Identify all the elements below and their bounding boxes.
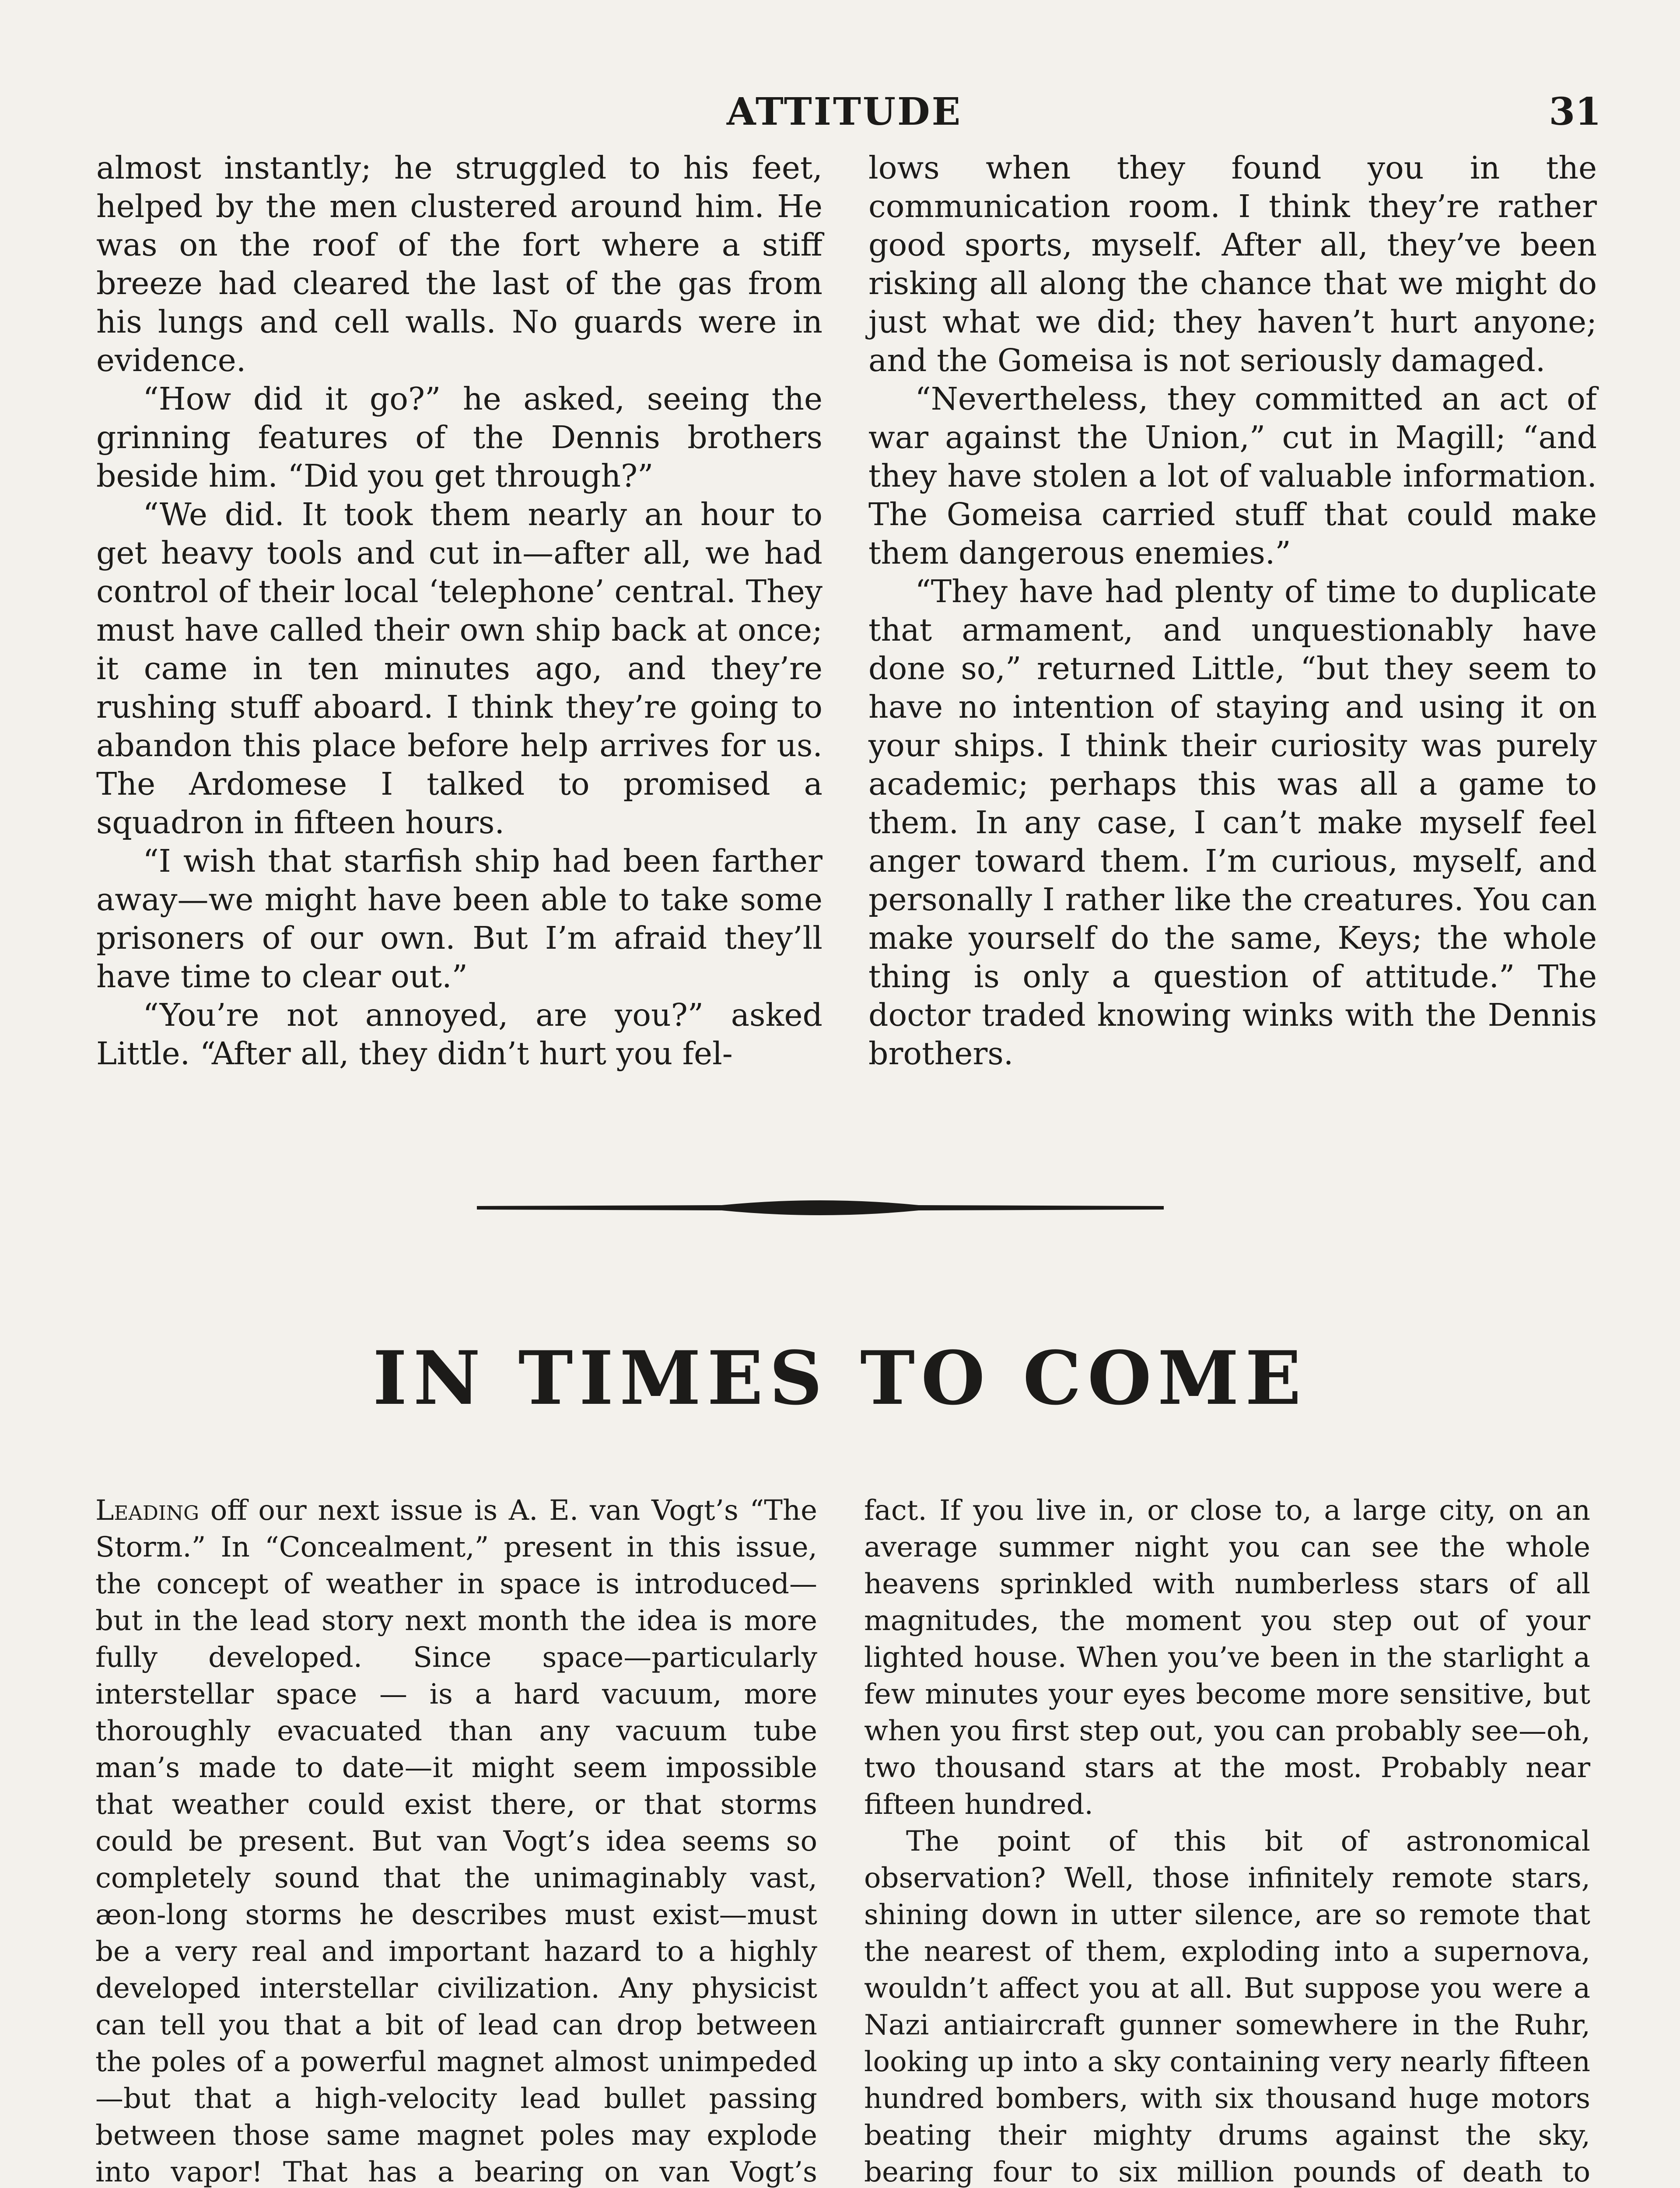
editorial-paragraph: fact. If you live in, or close to, a large city, on an average summer night you can see the whole heavens sprinkled with numberless stars of all magnitudes, the moment you step out of your lighted house. When you’ve been in the starlight a few minutes your eyes become more sensitive, but when you first step out, you can probably see—oh, two thousand stars at the most. Probably near fifteen hundred. [864, 1494, 1590, 1821]
story-column-right [868, 149, 1597, 1073]
editorial-column-left [95, 1492, 817, 2188]
story-paragraph: “They have had plenty of time to duplicate that armament, and unquestionably have done so,” returned Little, “but they seem to have no intention of staying and using it on your ships. I think their curiosity was purely academic; perhaps this was all a game to them. In any case, I can’t make myself feel anger toward them. I’m curious, myself, and personally I rather like the creatures. You can make yourself do the same, Keys; the whole thing is only a question of attitude.” The doctor traded knowing winks with the Dennis brothers. [868, 573, 1597, 1072]
story-column-left [96, 149, 822, 1073]
running-title: ATTITUDE [726, 90, 962, 134]
editorial-paragraph [95, 1492, 817, 2188]
story-paragraph: lows when they found you in the communication room. I think they’re rather good sports, myself. After all, they’ve been risking all along the chance that we might do just what we did; they haven’t hurt anyone; and the Gomeisa is not seriously damaged. [868, 150, 1597, 379]
story-paragraph: “We did. It took them nearly an hour to get heavy tools and cut in—after all, we had control of their local ‘telephone’ central. They must have called their own ship back at once; it came in ten minutes ago, and they’re rushing stuff aboard. I think they’re going to abandon this place before help arrives for us. The Ardomese I talked to promised a squadron in fifteen hours. [96, 496, 822, 841]
story-paragraph: almost instantly; he struggled to his feet, helped by the men clustered around him. He was on the roof of the fort where a stiff breeze had cleared the last of the gas from his lungs and cell walls. No guards were in evidence. [96, 150, 822, 379]
lead-paragraph-text: off our next issue is A. E. van Vogt’s “The Storm.” In “Concealment,” present in this issue, the concept of weather in space is introduced—but in the lead story next month the idea is more fully developed. Since space—particularly interstellar space — is a hard vacuum, more thoroughly evacuated than any vacuum tube man’s made to date—it might seem impossible that weather could exist there, or that storms could be present. But van Vogt’s idea seems so completely sound that the unimaginably vast, æon-long storms he describes must exist—must be a very real and important hazard to a highly developed interstellar civilization. Any physicist can tell you that a bit of lead can drop between the poles of a powerful magnet almost unimpeded—but that a high-velocity lead bullet passing between those same magnet poles may explode into vapor! That has a bearing on van Vogt’s [95, 1494, 817, 2188]
story-paragraph: “Nevertheless, they committed an act of war against the Union,” cut in Magill; “and they have stolen a lot of valuable information. The Gomeisa carried stuff that could make them dangerous enemies.” [868, 381, 1597, 571]
lead-word: Leading [95, 1494, 200, 1527]
editorial-column-right [864, 1492, 1590, 2188]
editorial-paragraph: The point of this bit of astronomical observation? Well, those infinitely remote stars, shining down in utter silence, are so remote that the nearest of them, exploding into a supernova, wouldn’t affect you at all. But suppose you were a Nazi antiaircraft gunner somewhere in the Ruhr, looking up into a sky containing very nearly fifteen hundred bombers, with six thousand huge motors beating their mighty drums against the sky, bearing four to six million pounds of death to [864, 1825, 1590, 2188]
story-paragraph: “I wish that starfish ship had been farther away—we might have been able to take some prisoners of our own. But I’m afraid they’ll have time to clear out.” [96, 843, 822, 995]
story-paragraph: “You’re not annoyed, are you?” asked Little. “After all, they didn’t hurt you fel- [96, 997, 822, 1072]
page-header [88, 90, 1601, 133]
page-number: 31 [1549, 90, 1601, 134]
section-title: IN TIMES TO COME [373, 1335, 1307, 1421]
section-divider-ornament [477, 1195, 1164, 1221]
story-paragraph: “How did it go?” he asked, seeing the grinning features of the Dennis brothers beside him. “Did you get through?” [96, 381, 822, 494]
